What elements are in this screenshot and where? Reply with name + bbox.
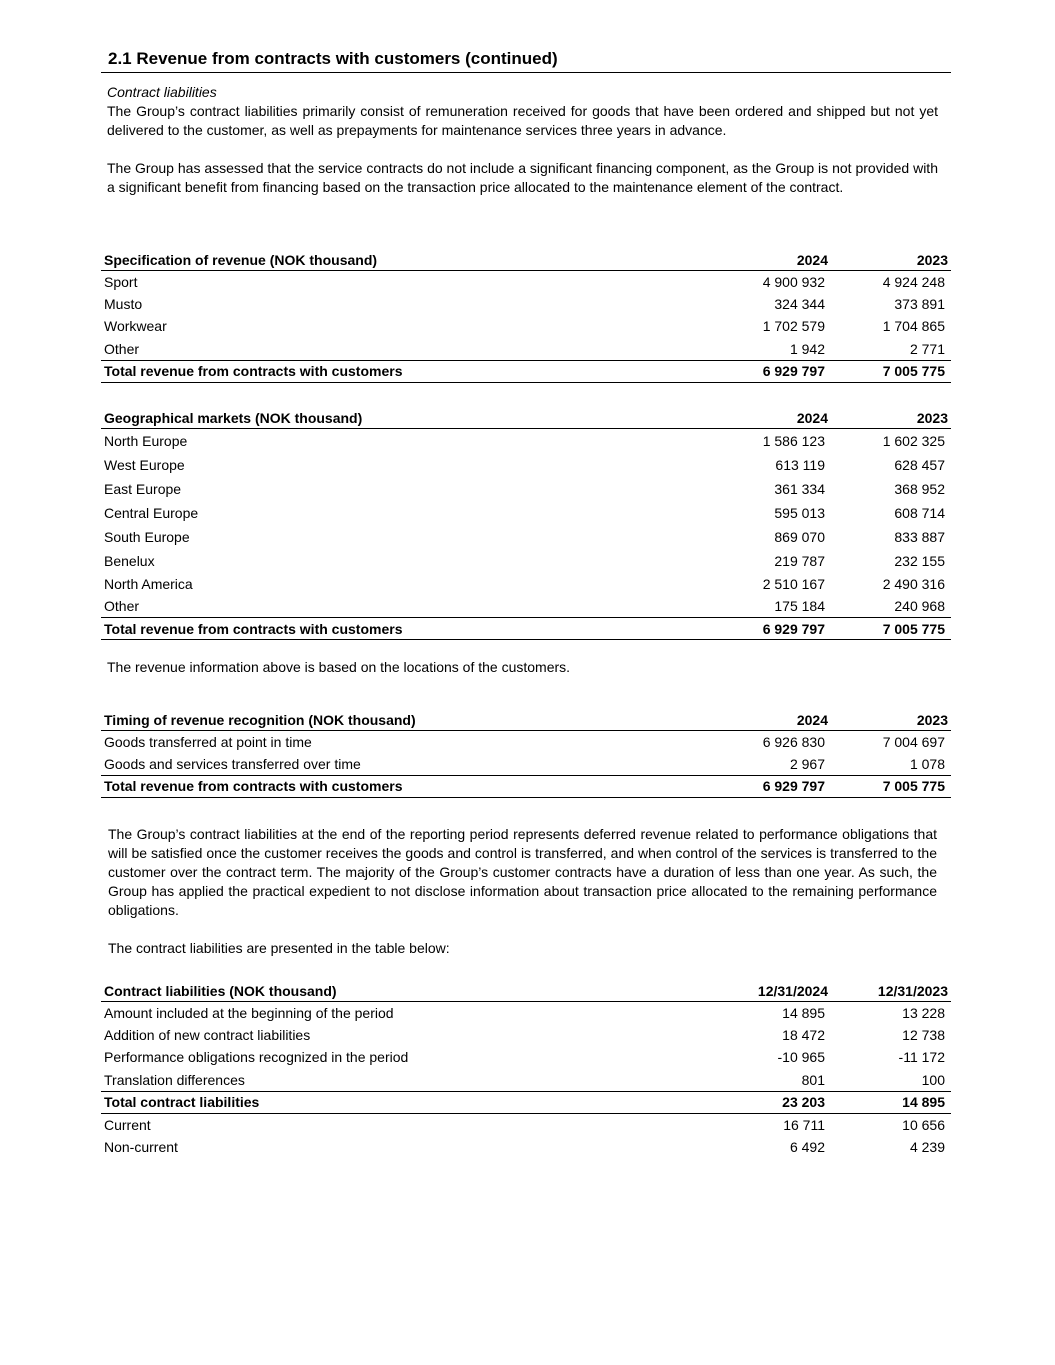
value-2024: 1 942 bbox=[789, 340, 825, 357]
value-2024: 14 895 bbox=[782, 1004, 825, 1021]
value-2023: 4 239 bbox=[909, 1138, 945, 1155]
value-2024: 324 344 bbox=[774, 295, 825, 312]
total-2023: 14 895 bbox=[831, 1091, 951, 1113]
intro-paragraph-2: The Group has assessed that the service contracts do not include a significant financing component, as the Group is not provided with a significant benefit from financing based on the transaction price allocated to the maintenance element of the contract. bbox=[107, 160, 938, 195]
column-header: 12/31/2024 bbox=[721, 981, 831, 1001]
row-label: East Europe bbox=[104, 481, 182, 497]
value-2023: 2 490 316 bbox=[882, 575, 945, 592]
total-2024: 6 929 797 bbox=[721, 360, 831, 382]
value-2024: 1 586 123 bbox=[762, 432, 825, 449]
row-label: Translation differences bbox=[104, 1071, 245, 1088]
row-label: Goods transferred at point in time bbox=[104, 733, 312, 750]
table-header-row bbox=[101, 250, 951, 270]
geographical-markets-table bbox=[101, 408, 951, 640]
value-2023: 608 714 bbox=[894, 505, 945, 521]
table-row bbox=[101, 595, 951, 618]
value-2023: 833 887 bbox=[894, 529, 945, 545]
subtitle-contract-liabilities: Contract liabilities bbox=[107, 84, 217, 100]
value-2024: 6 926 830 bbox=[762, 733, 825, 750]
table-row bbox=[101, 293, 951, 316]
row-label: Goods and services transferred over time bbox=[104, 755, 361, 772]
total-row bbox=[101, 1091, 951, 1113]
value-2024: 6 492 bbox=[789, 1138, 825, 1155]
value-2023: -11 172 bbox=[898, 1049, 945, 1066]
value-2023: 13 228 bbox=[902, 1004, 945, 1021]
value-2023: 1 704 865 bbox=[882, 318, 945, 335]
value-2023: 1 078 bbox=[909, 755, 945, 772]
value-2023: 232 155 bbox=[894, 552, 945, 569]
table-header-row bbox=[101, 710, 951, 730]
table-header-row bbox=[101, 981, 951, 1001]
column-header: 2023 bbox=[831, 408, 951, 428]
column-header: Geographical markets (NOK thousand) bbox=[101, 408, 721, 428]
total-row bbox=[101, 775, 951, 797]
row-label: Addition of new contract liabilities bbox=[104, 1026, 311, 1043]
table-row bbox=[101, 428, 951, 453]
column-header: 2024 bbox=[721, 408, 831, 428]
column-header: 2023 bbox=[831, 710, 951, 730]
total-label: Total revenue from contracts with customers bbox=[101, 618, 721, 640]
table-header-row bbox=[101, 408, 951, 428]
table-row bbox=[101, 315, 951, 338]
value-2024: 869 070 bbox=[774, 529, 825, 545]
value-2024: 4 900 932 bbox=[762, 273, 825, 290]
value-2024: 1 702 579 bbox=[762, 318, 825, 335]
row-label: Current bbox=[104, 1116, 151, 1133]
table-row bbox=[101, 1113, 951, 1136]
value-2024: 16 711 bbox=[783, 1116, 825, 1133]
table-row bbox=[101, 1024, 951, 1047]
table-row bbox=[101, 549, 951, 573]
table-row bbox=[101, 270, 951, 293]
revenue-spec-table bbox=[101, 250, 951, 383]
value-2024: 175 184 bbox=[774, 598, 825, 614]
table-row bbox=[101, 453, 951, 478]
value-2023: 368 952 bbox=[894, 481, 945, 497]
value-2023: 12 738 bbox=[902, 1026, 945, 1043]
row-label: South Europe bbox=[104, 529, 190, 545]
contract-liabilities-table bbox=[101, 981, 951, 1158]
total-2024: 6 929 797 bbox=[721, 618, 831, 640]
column-header: Contract liabilities (NOK thousand) bbox=[101, 981, 721, 1001]
value-2023: 2 771 bbox=[909, 340, 945, 357]
column-header: Specification of revenue (NOK thousand) bbox=[101, 250, 721, 270]
geo-note: The revenue information above is based on the locations of the customers. bbox=[107, 659, 571, 675]
row-label: Central Europe bbox=[104, 505, 199, 521]
total-2023: 7 005 775 bbox=[831, 618, 951, 640]
total-label: Total revenue from contracts with customers bbox=[101, 360, 721, 382]
value-2023: 7 004 697 bbox=[882, 733, 945, 750]
value-2023: 10 656 bbox=[902, 1116, 945, 1133]
column-header: 2024 bbox=[721, 250, 831, 270]
value-2024: 18 472 bbox=[782, 1026, 825, 1043]
liabilities-paragraph: The Group’s contract liabilities at the end of the reporting period represents deferred revenue related to performance obligations that will be satisfied once the customer receives the goods and control is transferred, and when control of the services is transferred to the customer over the contract term. The majority of the Group’s customer contracts have a duration of less than one year. As such, the Group has applied the practical expedient to not disclose information about transaction price allocated to the remaining performance obligations. bbox=[108, 826, 937, 918]
row-label: Other bbox=[104, 598, 140, 614]
total-2023: 7 005 775 bbox=[831, 360, 951, 382]
row-label: Workwear bbox=[104, 318, 167, 335]
row-label: Performance obligations recognized in the period bbox=[104, 1049, 409, 1066]
table-row bbox=[101, 1001, 951, 1024]
value-2023: 628 457 bbox=[894, 456, 945, 473]
value-2023: 1 602 325 bbox=[882, 432, 945, 449]
value-2024: 595 013 bbox=[774, 505, 825, 521]
table-row bbox=[101, 1136, 951, 1159]
total-2024: 6 929 797 bbox=[721, 775, 831, 797]
column-header: Timing of revenue recognition (NOK thousand) bbox=[101, 710, 721, 730]
value-2023: 373 891 bbox=[894, 295, 945, 312]
table-row bbox=[101, 477, 951, 501]
value-2024: 219 787 bbox=[774, 552, 825, 569]
timing-table bbox=[101, 710, 951, 798]
intro-paragraph-1: The Group’s contract liabilities primarily consist of remuneration received for goods that have been ordered and shipped but not yet delivered to the customer, as well as prepayments for maintenance services three years in advance. bbox=[107, 103, 938, 138]
column-header: 2024 bbox=[721, 710, 831, 730]
row-label: Musto bbox=[104, 295, 143, 312]
table-row bbox=[101, 1069, 951, 1092]
section-title: 2.1 Revenue from contracts with customers (continued) bbox=[108, 49, 558, 68]
value-2023: 240 968 bbox=[894, 598, 945, 614]
liabilities-intro: The contract liabilities are presented in the table below: bbox=[108, 940, 450, 956]
row-label: Non-current bbox=[104, 1138, 178, 1155]
table-row bbox=[101, 338, 951, 361]
value-2024: 613 119 bbox=[775, 456, 825, 473]
table-row bbox=[101, 501, 951, 525]
row-label: Sport bbox=[104, 273, 138, 290]
table-row bbox=[101, 753, 951, 776]
total-2024: 23 203 bbox=[721, 1091, 831, 1113]
section-heading bbox=[101, 48, 951, 73]
value-2024: 2 967 bbox=[789, 755, 825, 772]
table-row bbox=[101, 730, 951, 753]
value-2024: 361 334 bbox=[774, 481, 825, 497]
table-row bbox=[101, 573, 951, 596]
total-label: Total revenue from contracts with customers bbox=[101, 775, 721, 797]
table-row bbox=[101, 525, 951, 549]
column-header: 12/31/2023 bbox=[831, 981, 951, 1001]
value-2023: 100 bbox=[921, 1071, 945, 1088]
value-2024: -10 965 bbox=[777, 1049, 825, 1066]
row-label: Other bbox=[104, 340, 140, 357]
total-2023: 7 005 775 bbox=[831, 775, 951, 797]
value-2024: 801 bbox=[801, 1071, 825, 1088]
row-label: North America bbox=[104, 575, 193, 592]
column-header: 2023 bbox=[831, 250, 951, 270]
row-label: Benelux bbox=[104, 552, 155, 569]
table-row bbox=[101, 1046, 951, 1069]
value-2024: 2 510 167 bbox=[762, 575, 825, 592]
row-label: Amount included at the beginning of the period bbox=[104, 1004, 394, 1021]
total-row bbox=[101, 360, 951, 382]
value-2023: 4 924 248 bbox=[882, 273, 945, 290]
row-label: West Europe bbox=[104, 456, 185, 473]
row-label: North Europe bbox=[104, 432, 188, 449]
total-label: Total contract liabilities bbox=[101, 1091, 721, 1113]
total-row bbox=[101, 618, 951, 640]
